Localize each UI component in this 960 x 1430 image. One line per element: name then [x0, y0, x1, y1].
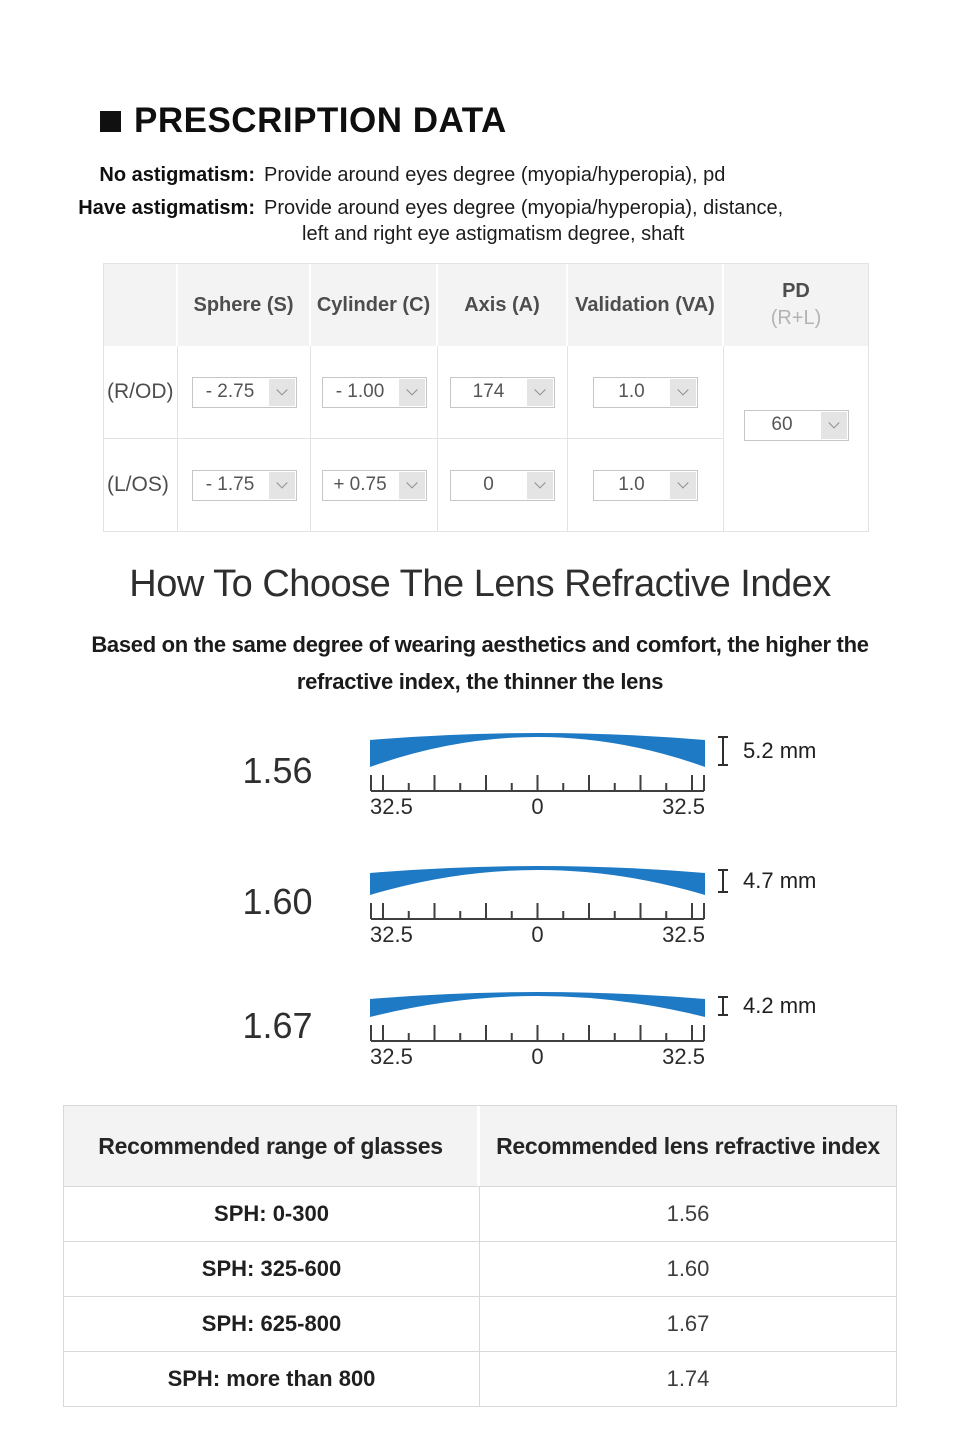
lens-graphic: [370, 981, 705, 1070]
row-label-right-eye: (R/OD): [104, 346, 178, 438]
subtitle-line1: Based on the same degree of wearing aesthetics and comfort, the higher the: [91, 632, 869, 657]
recommendation-table-header: [64, 1106, 896, 1186]
lens-graphic: [370, 855, 705, 948]
ibeam-icon: [717, 996, 729, 1016]
header-range: Recommended range of glasses: [64, 1106, 480, 1186]
table-cell: [178, 346, 311, 438]
lens-diagram-167: [0, 981, 960, 1070]
no-astigmatism-label: No astigmatism:: [99, 164, 255, 186]
header-pd-sub: (R+L): [770, 307, 822, 329]
lens-shape-icon: [370, 981, 705, 1018]
section-title: [100, 101, 507, 141]
index-cell: 1.67: [666, 1311, 710, 1336]
range-cell: SPH: 325-600: [64, 1242, 480, 1296]
ruler-labels: [370, 794, 705, 820]
validation-r-select[interactable]: 1.0: [593, 377, 698, 408]
prescription-table-header: [104, 264, 868, 346]
row-label-left-eye: (L/OS): [104, 438, 178, 531]
header-pd-main: PD: [782, 280, 810, 302]
table-cell: [178, 438, 311, 531]
index-cell: 1.56: [666, 1201, 710, 1226]
lens-diagram-156: [0, 722, 960, 820]
table-cell: [311, 346, 438, 438]
axis-l-select[interactable]: 0: [450, 470, 555, 501]
have-astigmatism-row: [60, 195, 910, 247]
table-row: [64, 1351, 896, 1406]
scale-center: 0: [531, 1044, 544, 1069]
header-index: Recommended lens refractive index: [480, 1106, 896, 1186]
header-axis: Axis (A): [438, 264, 568, 346]
recommendation-table: [63, 1105, 897, 1407]
table-cell: [568, 346, 724, 438]
square-bullet-icon: [100, 111, 121, 132]
pd-select[interactable]: 60: [744, 410, 849, 441]
sphere-l-select[interactable]: - 1.75: [192, 470, 297, 501]
header-empty-cell: [104, 264, 178, 346]
ruler-labels: [370, 1044, 705, 1070]
range-cell: SPH: 0-300: [64, 1187, 480, 1241]
scale-left: 32.5: [370, 922, 413, 947]
thickness-value: 5.2 mm: [743, 738, 817, 763]
have-astigmatism-line2: left and right eye astigmatism degree, shaft: [302, 223, 685, 245]
thickness-indicator: [717, 993, 816, 1019]
lens-shape-icon: [370, 722, 705, 768]
scale-center: 0: [531, 922, 544, 947]
scale-right: 32.5: [662, 1044, 705, 1069]
thickness-indicator: [717, 736, 816, 766]
prescription-table-body: [104, 346, 868, 531]
have-astigmatism-label: Have astigmatism:: [78, 197, 255, 219]
header-pd: [724, 264, 868, 346]
table-row: [64, 1296, 896, 1351]
scale-left: 32.5: [370, 1044, 413, 1069]
header-validation: Validation (VA): [568, 264, 724, 346]
chevron-down-icon: [399, 472, 425, 499]
ibeam-icon: [717, 736, 729, 766]
ruler-icon: [370, 902, 705, 920]
astigmatism-notes: [60, 162, 910, 254]
lens-graphic: [370, 722, 705, 820]
index-cell: 1.74: [666, 1366, 710, 1391]
sphere-r-select[interactable]: - 2.75: [192, 377, 297, 408]
chevron-down-icon: [670, 472, 696, 499]
lens-shape-icon: [370, 855, 705, 896]
table-row: [64, 1186, 896, 1241]
no-astigmatism-row: [60, 162, 910, 188]
scale-right: 32.5: [662, 794, 705, 819]
refractive-section-title: How To Choose The Lens Refractive Index: [129, 563, 831, 605]
thickness-indicator: [717, 868, 816, 894]
chevron-down-icon: [527, 472, 553, 499]
cylinder-r-select[interactable]: - 1.00: [322, 377, 427, 408]
axis-r-select[interactable]: 174: [450, 377, 555, 408]
scale-right: 32.5: [662, 922, 705, 947]
chevron-down-icon: [670, 379, 696, 406]
refractive-section-subtitle: [0, 626, 960, 700]
ruler-icon: [370, 1024, 705, 1042]
have-astigmatism-line1: Provide around eyes degree (myopia/hyperopia), distance,: [264, 197, 784, 219]
chevron-down-icon: [399, 379, 425, 406]
header-cylinder: Cylinder (C): [311, 264, 438, 346]
table-cell: [438, 346, 568, 438]
header-sphere: Sphere (S): [178, 264, 311, 346]
have-astigmatism-text: [264, 195, 783, 247]
table-cell: [311, 438, 438, 531]
table-cell: [568, 438, 724, 531]
table-row: [64, 1241, 896, 1296]
range-cell: SPH: more than 800: [64, 1352, 480, 1406]
ibeam-icon: [717, 869, 729, 893]
range-cell: SPH: 625-800: [64, 1297, 480, 1351]
scale-left: 32.5: [370, 794, 413, 819]
thickness-value: 4.7 mm: [743, 868, 817, 893]
page-title: PRESCRIPTION DATA: [134, 101, 507, 140]
index-cell: 1.60: [666, 1256, 710, 1281]
chevron-down-icon: [269, 472, 295, 499]
cylinder-l-select[interactable]: + 0.75: [322, 470, 427, 501]
scale-center: 0: [531, 794, 544, 819]
chevron-down-icon: [269, 379, 295, 406]
table-cell: [438, 438, 568, 531]
ruler-icon: [370, 774, 705, 792]
lens-index-label: 1.60: [242, 880, 313, 922]
prescription-table: [103, 263, 869, 532]
chevron-down-icon: [821, 412, 847, 439]
subtitle-line2: refractive index, the thinner the lens: [296, 669, 664, 694]
lens-index-label: 1.56: [242, 750, 313, 791]
lens-diagram-160: [0, 855, 960, 948]
validation-l-select[interactable]: 1.0: [593, 470, 698, 501]
table-cell-pd: [724, 346, 868, 531]
lens-index-label: 1.67: [242, 1004, 313, 1046]
chevron-down-icon: [527, 379, 553, 406]
thickness-value: 4.2 mm: [743, 993, 817, 1018]
ruler-labels: [370, 922, 705, 948]
no-astigmatism-text: Provide around eyes degree (myopia/hyperopia), pd: [264, 164, 726, 186]
